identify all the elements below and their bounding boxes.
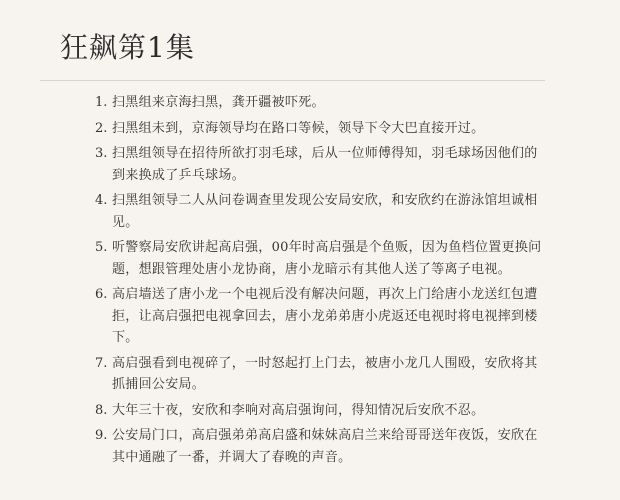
list-item-number: 3. [95, 146, 108, 161]
list-item-text: 扫黑组未到，京海领导均在路口等候，领导下令大巴直接开过。 [112, 120, 485, 136]
list-item [95, 425, 550, 468]
list-item-number: 4. [95, 193, 108, 208]
list-item [95, 190, 550, 233]
list-item-text: 公安局门口，高启强弟弟高启盛和妹妹高启兰来给哥哥送年夜饭，安欣在其中通融了一番，并调大了春晚的声音。 [112, 428, 538, 465]
list-item [95, 353, 550, 396]
page-title: 狂飙第1集 [60, 31, 195, 64]
list-item-number: 2. [95, 120, 108, 136]
list-item-number: 9. [95, 428, 108, 443]
list-item [95, 237, 550, 280]
list-item [95, 118, 550, 140]
list-item-number: 8. [95, 402, 108, 418]
list-item [95, 143, 550, 186]
list-item [95, 400, 550, 422]
list-item-text: 听警察局安欣讲起高启强，00年时高启强是个鱼贩，因为鱼档位置更换问题，想跟管理处唐小龙协商，唐小龙暗示有其他人送了等离子电视。 [112, 240, 542, 277]
title-divider [40, 80, 545, 81]
list-item-text: 扫黑组来京海扫黑，龚开疆被吓死。 [112, 95, 325, 110]
list-item-number: 6. [95, 287, 108, 302]
list-item-text: 高启强看到电视碎了，一时怒起打上门去，被唐小龙几人围殴，安欣将其抓捕回公安局。 [112, 355, 538, 392]
list-item-text: 大年三十夜，安欣和李响对高启强询问，得知情况后安欣不忍。 [112, 402, 485, 418]
episode-summary-list [95, 92, 550, 472]
list-item [95, 284, 550, 349]
list-item [95, 92, 550, 114]
list-item-text: 扫黑组领导在招待所欲打羽毛球，后从一位师傅得知，羽毛球场因他们的到来换成了乒乓球场。 [112, 146, 538, 183]
list-item-number: 5. [95, 240, 108, 255]
list-item-number: 7. [95, 355, 108, 371]
list-item-text: 高启墙送了唐小龙一个电视后没有解决问题，再次上门给唐小龙送红包遭拒，让高启强把电视拿回去，唐小龙弟弟唐小虎返还电视时将电视摔到楼下。 [112, 287, 538, 345]
list-item-number: 1. [95, 95, 108, 110]
list-item-text: 扫黑组领导二人从问卷调查里发现公安局安欣，和安欣约在游泳馆坦诚相见。 [112, 193, 538, 230]
